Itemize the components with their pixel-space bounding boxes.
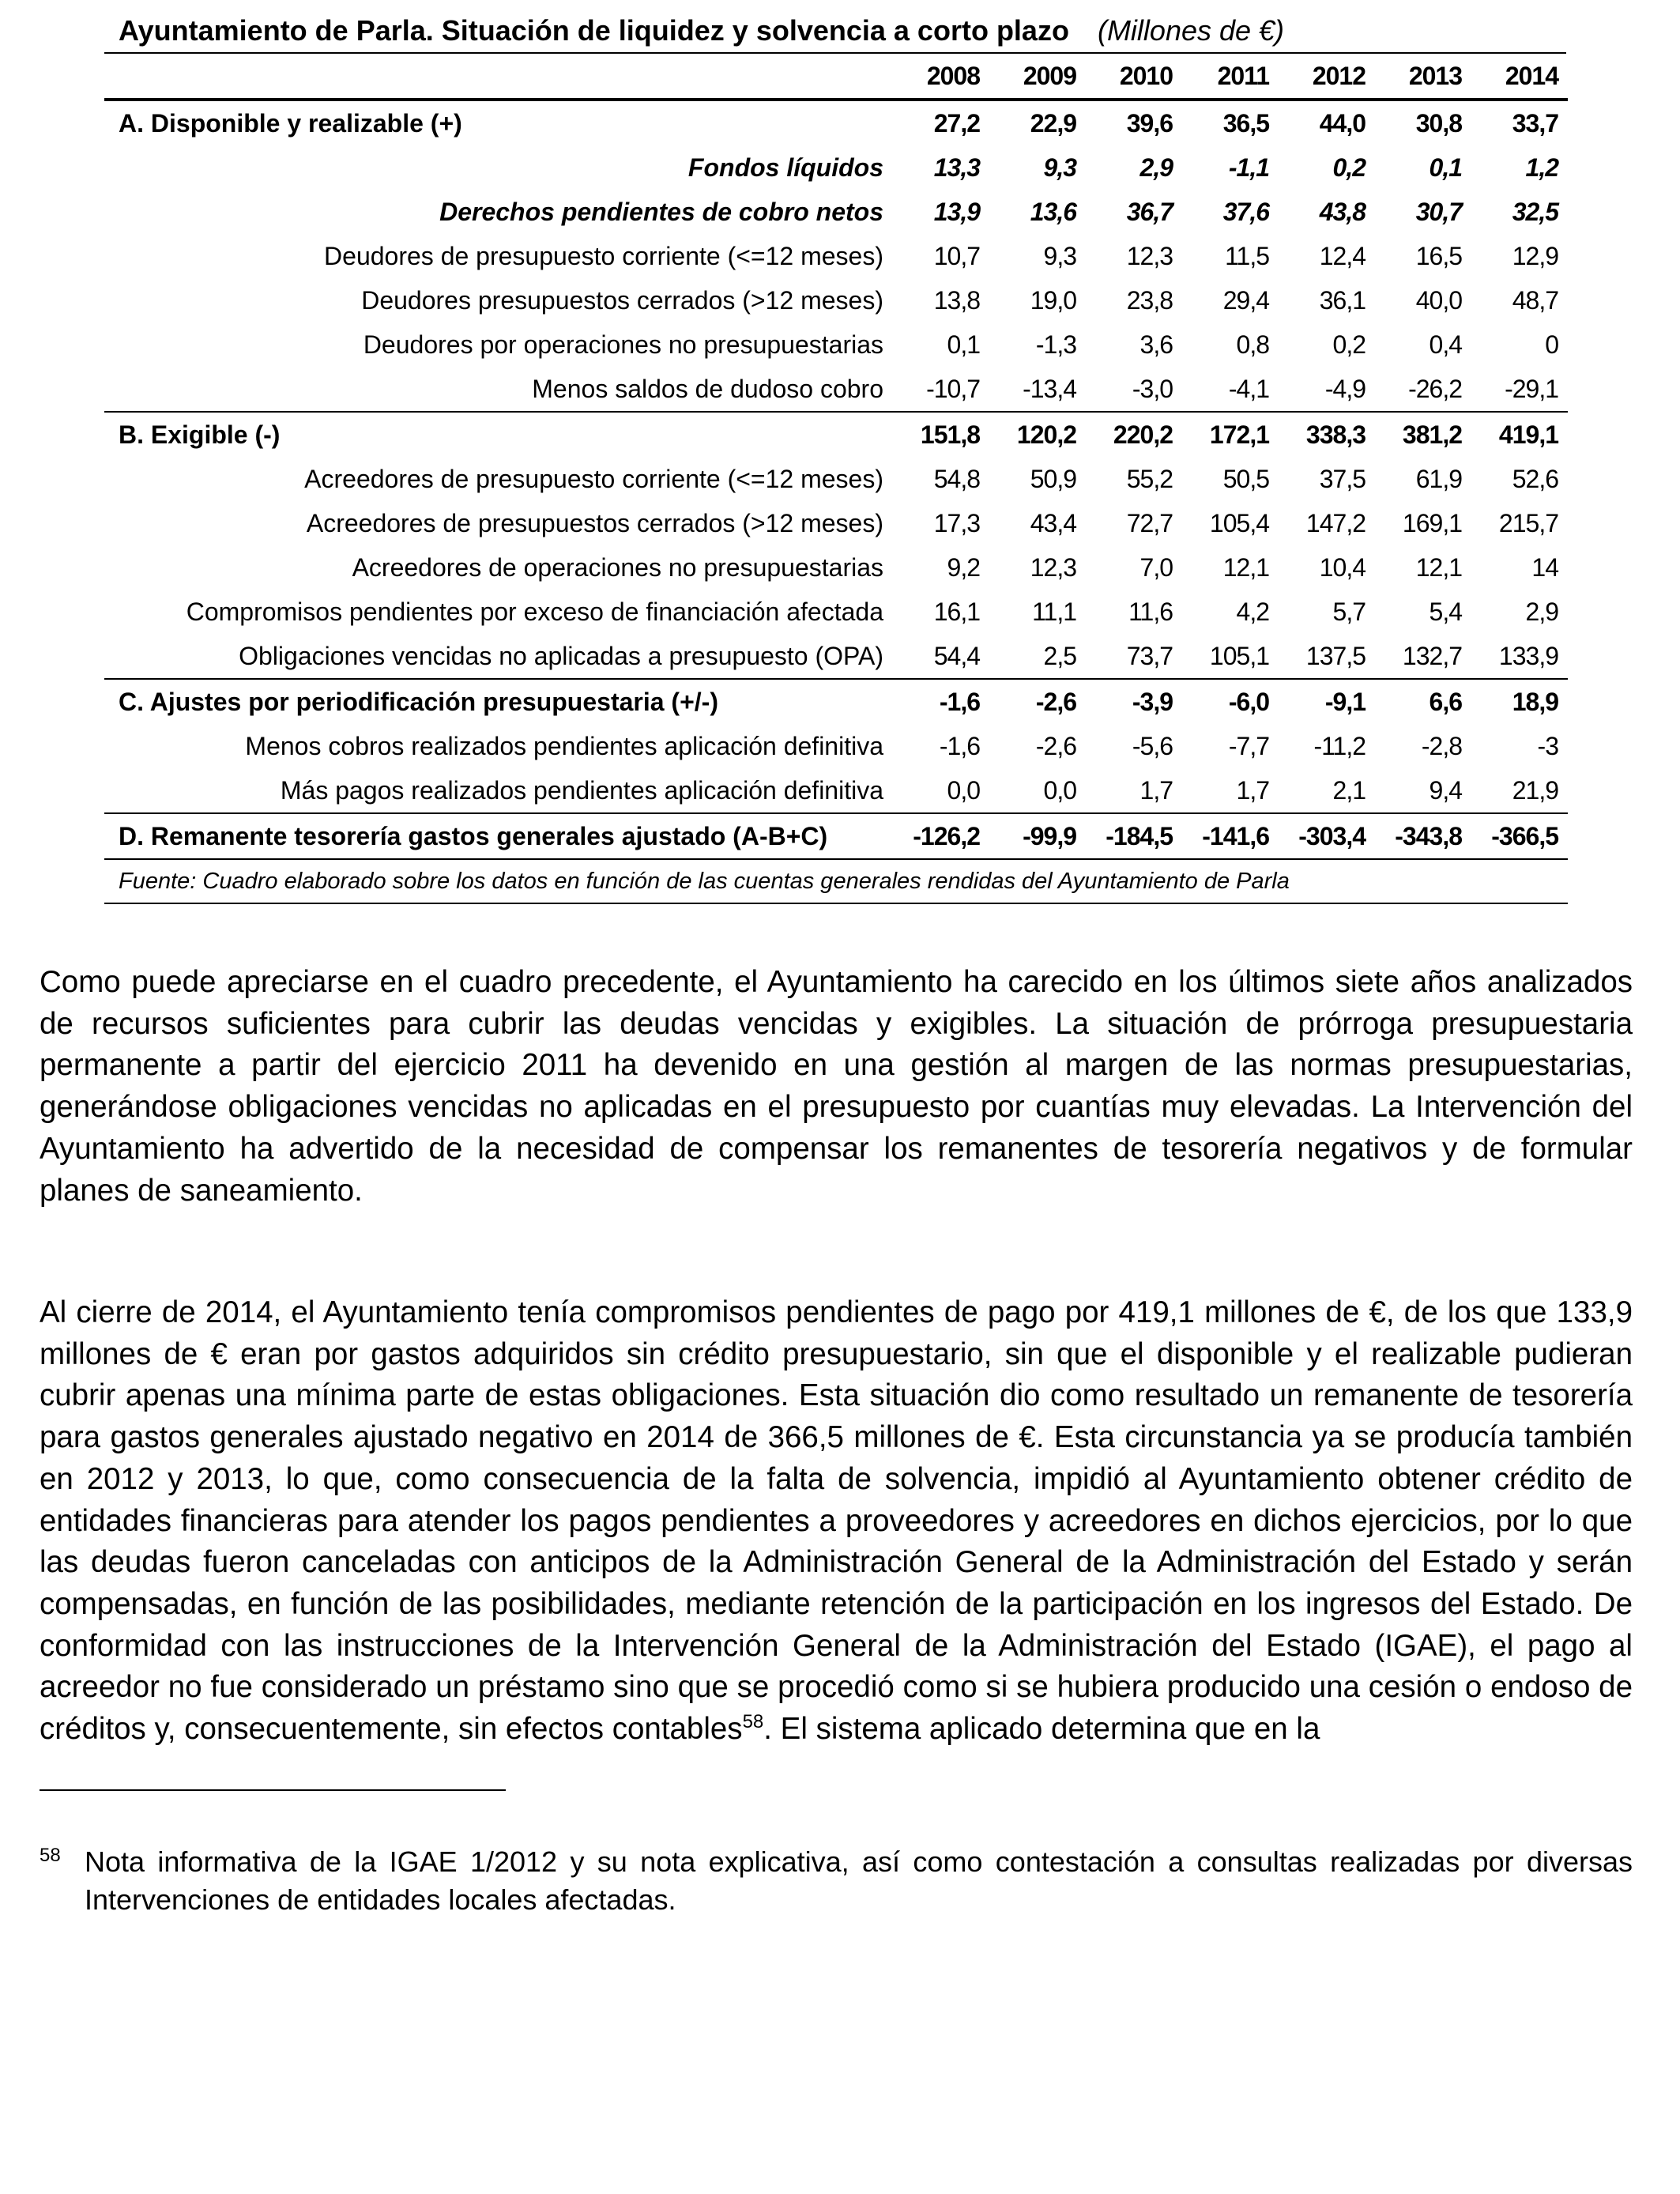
value-cell: 5,7 bbox=[1332, 598, 1365, 626]
row-label: B. Exigible (-) bbox=[104, 412, 893, 457]
value-cell: 16,1 bbox=[933, 598, 980, 626]
value-cell: 54,8 bbox=[933, 465, 980, 493]
body-paragraph-1 bbox=[40, 962, 1633, 1212]
value-cell: 52,6 bbox=[1512, 465, 1558, 493]
value-cell: -366,5 bbox=[1471, 813, 1568, 859]
value-cell: 50,5 bbox=[1222, 465, 1269, 493]
row-label: Menos saldos de dudoso cobro bbox=[532, 375, 883, 403]
value-cell: 13,8 bbox=[933, 286, 980, 315]
value-cell: 215,7 bbox=[1498, 509, 1558, 537]
value-cell: 23,8 bbox=[1126, 286, 1173, 315]
value-cell: -1,3 bbox=[1035, 330, 1076, 359]
value-cell: -9,1 bbox=[1279, 679, 1375, 724]
value-cell: 37,6 bbox=[1222, 198, 1269, 226]
value-cell: 2,9 bbox=[1525, 598, 1558, 626]
value-cell: -11,2 bbox=[1313, 732, 1365, 760]
value-cell: 2,1 bbox=[1332, 776, 1365, 805]
year-header: 2008 bbox=[893, 54, 989, 100]
table-row bbox=[104, 322, 1568, 367]
value-cell: 40,0 bbox=[1415, 286, 1462, 315]
value-cell: 9,3 bbox=[1043, 153, 1076, 182]
value-cell: 2,9 bbox=[1139, 153, 1173, 182]
value-cell: 36,1 bbox=[1319, 286, 1365, 315]
value-cell: 11,6 bbox=[1128, 598, 1173, 626]
table-section-row bbox=[104, 813, 1568, 859]
table-row bbox=[104, 724, 1568, 768]
value-cell: -4,9 bbox=[1324, 375, 1365, 403]
value-cell: 13,3 bbox=[933, 153, 980, 182]
paragraph-2-text: Al cierre de 2014, el Ayuntamiento tenía compromisos pendientes de pago por 419,1 millones de €, de los que 133,9 millones de € eran por gastos adquiridos sin crédito presupuestario, sin que el disponible y el realizable pudieran cubrir apenas una mínima parte de estas obligaciones. Esta situación dio como resultado un remanente de tesorería para gastos generales ajustado negativo en 2014 de 366,5 millones de €. Esta circunstancia ya se producía también en 2012 y 2013, lo que, como consecuencia de la falta de solvencia, impidió al Ayuntamiento obtener crédito de entidades financieras para atender los pagos pendientes a proveedores y acreedores en dichos ejercicios, por lo que las deudas fueron canceladas con anticipos de la Administración General de la Administración del Estado y serán compensadas, en función de las posibilidades, mediante retención de la participación en los ingresos del Estado. De conformidad con las instrucciones de la Intervención General de la Administración del Estado (IGAE), el pago al acreedor no fue considerado un préstamo sino que se procedió como si se hubiera producido una cesión o endoso de créditos y, consecuentemente, sin efectos contables bbox=[40, 1295, 1633, 1747]
table-row bbox=[104, 457, 1568, 501]
value-cell: -141,6 bbox=[1182, 813, 1279, 859]
value-cell: 132,7 bbox=[1402, 642, 1462, 670]
value-cell: 21,9 bbox=[1512, 776, 1558, 805]
value-cell: 0,8 bbox=[1236, 330, 1269, 359]
row-label: Obligaciones vencidas no aplicadas a presupuesto (OPA) bbox=[239, 642, 883, 670]
footnote-number: 58 bbox=[40, 1845, 61, 1866]
value-cell: -1,6 bbox=[939, 732, 980, 760]
value-cell: 12,4 bbox=[1319, 242, 1365, 270]
value-cell: 0,0 bbox=[1043, 776, 1076, 805]
value-cell: -3 bbox=[1537, 732, 1558, 760]
year-header: 2011 bbox=[1182, 54, 1279, 100]
row-label: Acreedores de operaciones no presupuestarias bbox=[352, 553, 883, 582]
value-cell: 11,5 bbox=[1225, 242, 1269, 270]
table-row bbox=[104, 501, 1568, 545]
value-cell: 151,8 bbox=[893, 412, 989, 457]
table-row bbox=[104, 145, 1568, 190]
row-label: Menos cobros realizados pendientes aplicación definitiva bbox=[245, 732, 883, 760]
value-cell: -5,6 bbox=[1132, 732, 1173, 760]
table-row bbox=[104, 545, 1568, 590]
value-cell: 18,9 bbox=[1471, 679, 1568, 724]
value-cell: 32,5 bbox=[1512, 198, 1558, 226]
value-cell: -303,4 bbox=[1279, 813, 1375, 859]
value-cell: -2,6 bbox=[989, 679, 1086, 724]
value-cell: 61,9 bbox=[1415, 465, 1462, 493]
value-cell: 105,1 bbox=[1209, 642, 1269, 670]
value-cell: -3,9 bbox=[1086, 679, 1182, 724]
value-cell: 0 bbox=[1545, 330, 1558, 359]
value-cell: -26,2 bbox=[1408, 375, 1462, 403]
table-row bbox=[104, 190, 1568, 234]
value-cell: 220,2 bbox=[1086, 412, 1182, 457]
header-label-cell bbox=[104, 54, 893, 100]
year-header: 2010 bbox=[1086, 54, 1182, 100]
liquidity-table bbox=[104, 54, 1568, 904]
value-cell: 54,4 bbox=[933, 642, 980, 670]
value-cell: 73,7 bbox=[1126, 642, 1173, 670]
value-cell: 12,9 bbox=[1512, 242, 1558, 270]
value-cell: 338,3 bbox=[1279, 412, 1375, 457]
value-cell: 22,9 bbox=[1030, 109, 1076, 138]
value-cell: -1,1 bbox=[1228, 153, 1269, 182]
row-label: Fondos líquidos bbox=[687, 153, 883, 182]
row-label: Deudores de presupuesto corriente (<=12 meses) bbox=[324, 242, 883, 270]
table-source-row bbox=[104, 859, 1568, 903]
table-row bbox=[104, 768, 1568, 813]
table-section-row bbox=[104, 679, 1568, 724]
value-cell: 1,7 bbox=[1236, 776, 1269, 805]
table-title: Ayuntamiento de Parla. Situación de liquidez y solvencia a corto plazo bbox=[119, 14, 1069, 47]
value-cell: -13,4 bbox=[1023, 375, 1076, 403]
value-cell: 39,6 bbox=[1126, 109, 1173, 138]
value-cell: 13,6 bbox=[1030, 198, 1076, 226]
value-cell: 6,6 bbox=[1375, 679, 1471, 724]
value-cell: 12,3 bbox=[1030, 553, 1076, 582]
value-cell: 11,1 bbox=[1032, 598, 1076, 626]
table-title-row bbox=[104, 9, 1566, 54]
value-cell: 37,5 bbox=[1319, 465, 1365, 493]
value-cell: 169,1 bbox=[1402, 509, 1462, 537]
year-header: 2013 bbox=[1375, 54, 1471, 100]
year-header: 2009 bbox=[989, 54, 1086, 100]
table-source: Fuente: Cuadro elaborado sobre los datos en función de las cuentas generales rendidas del Ayuntamiento de Parla bbox=[104, 859, 1568, 903]
paragraph-1-last-line: saneamiento. bbox=[179, 1173, 363, 1208]
value-cell: 30,8 bbox=[1415, 109, 1462, 138]
value-cell: 55,2 bbox=[1126, 465, 1173, 493]
row-label: D. Remanente tesorería gastos generales ajustado (A-B+C) bbox=[104, 813, 893, 859]
value-cell: 2,5 bbox=[1043, 642, 1076, 670]
paragraph-2-continuation: . El sistema aplicado determina que en la bbox=[763, 1712, 1320, 1747]
value-cell: 16,5 bbox=[1415, 242, 1462, 270]
value-cell: 10,7 bbox=[933, 242, 980, 270]
value-cell: -7,7 bbox=[1228, 732, 1269, 760]
value-cell: 381,2 bbox=[1375, 412, 1471, 457]
value-cell: 0,2 bbox=[1332, 330, 1365, 359]
value-cell: 10,4 bbox=[1319, 553, 1365, 582]
value-cell: 4,2 bbox=[1236, 598, 1269, 626]
value-cell: -2,8 bbox=[1421, 732, 1462, 760]
year-header: 2012 bbox=[1279, 54, 1375, 100]
value-cell: 147,2 bbox=[1305, 509, 1365, 537]
value-cell: 36,7 bbox=[1126, 198, 1173, 226]
table-section-row bbox=[104, 412, 1568, 457]
value-cell: 50,9 bbox=[1030, 465, 1076, 493]
value-cell: 36,5 bbox=[1222, 109, 1269, 138]
value-cell: -10,7 bbox=[926, 375, 980, 403]
value-cell: 1,7 bbox=[1139, 776, 1173, 805]
value-cell: 105,4 bbox=[1209, 509, 1269, 537]
value-cell: 5,4 bbox=[1429, 598, 1462, 626]
table-row bbox=[104, 634, 1568, 679]
row-label: Acreedores de presupuesto corriente (<=12 meses) bbox=[304, 465, 883, 493]
value-cell: 0,4 bbox=[1429, 330, 1462, 359]
value-cell: 0,2 bbox=[1332, 153, 1365, 182]
body-paragraph-2 bbox=[40, 1292, 1633, 1751]
footnote-separator bbox=[40, 1789, 506, 1791]
value-cell: -184,5 bbox=[1086, 813, 1182, 859]
value-cell: 137,5 bbox=[1305, 642, 1365, 670]
value-cell: 48,7 bbox=[1512, 286, 1558, 315]
value-cell: 29,4 bbox=[1222, 286, 1269, 315]
table-row bbox=[104, 590, 1568, 634]
value-cell: -3,0 bbox=[1132, 375, 1173, 403]
value-cell: 43,8 bbox=[1319, 198, 1365, 226]
value-cell: 30,7 bbox=[1415, 198, 1462, 226]
table-header-row bbox=[104, 54, 1568, 100]
table-row bbox=[104, 278, 1568, 322]
liquidity-table-block bbox=[104, 9, 1566, 904]
table-units: (Millones de €) bbox=[1097, 14, 1285, 47]
value-cell: -126,2 bbox=[893, 813, 989, 859]
value-cell: 12,3 bbox=[1126, 242, 1173, 270]
value-cell: 12,1 bbox=[1415, 553, 1462, 582]
value-cell: -343,8 bbox=[1375, 813, 1471, 859]
row-label: C. Ajustes por periodificación presupuestaria (+/-) bbox=[104, 679, 893, 724]
value-cell: 0,1 bbox=[1429, 153, 1462, 182]
value-cell: 72,7 bbox=[1126, 509, 1173, 537]
table-row bbox=[104, 234, 1568, 278]
value-cell: 9,4 bbox=[1429, 776, 1462, 805]
value-cell: 133,9 bbox=[1498, 642, 1558, 670]
value-cell: 27,2 bbox=[933, 109, 980, 138]
value-cell: -2,6 bbox=[1035, 732, 1076, 760]
value-cell: -6,0 bbox=[1182, 679, 1279, 724]
row-label: Deudores presupuestos cerrados (>12 meses) bbox=[361, 286, 883, 315]
value-cell: 13,9 bbox=[933, 198, 980, 226]
value-cell: 7,0 bbox=[1139, 553, 1173, 582]
year-header: 2014 bbox=[1471, 54, 1568, 100]
table-section-row bbox=[104, 100, 1568, 145]
value-cell: -1,6 bbox=[893, 679, 989, 724]
value-cell: 0,1 bbox=[947, 330, 980, 359]
value-cell: 3,6 bbox=[1139, 330, 1173, 359]
value-cell: -99,9 bbox=[989, 813, 1086, 859]
paragraph-1-text: Como puede apreciarse en el cuadro precedente, el Ayuntamiento ha carecido en los últimos siete años analizados de recursos suficientes para cubrir las deudas vencidas y exigibles. La situación de prórroga presupuestaria permanente a partir del ejercicio 2011 ha devenido en una gestión al margen de las normas presupuestarias, generándose obligaciones vencidas no aplicadas en el presupuesto por cuantías muy elevadas. La Intervención del Ayuntamiento ha advertido de la necesidad de compensar los remanentes de tesorería negativos y de formular planes de bbox=[40, 965, 1633, 1208]
value-cell: 9,3 bbox=[1043, 242, 1076, 270]
value-cell: 419,1 bbox=[1471, 412, 1568, 457]
value-cell: 44,0 bbox=[1319, 109, 1365, 138]
value-cell: 172,1 bbox=[1182, 412, 1279, 457]
footnote-reference[interactable]: 58 bbox=[742, 1711, 764, 1733]
value-cell: 120,2 bbox=[989, 412, 1086, 457]
value-cell: 12,1 bbox=[1222, 553, 1269, 582]
row-label: Compromisos pendientes por exceso de financiación afectada bbox=[186, 598, 883, 626]
value-cell: 14 bbox=[1531, 553, 1558, 582]
value-cell: 43,4 bbox=[1030, 509, 1076, 537]
value-cell: 0,0 bbox=[947, 776, 980, 805]
row-label: Acreedores de presupuestos cerrados (>12 meses) bbox=[306, 509, 883, 537]
value-cell: 17,3 bbox=[933, 509, 980, 537]
row-label: A. Disponible y realizable (+) bbox=[119, 109, 462, 138]
value-cell: 33,7 bbox=[1512, 109, 1558, 138]
row-label: Deudores por operaciones no presupuestarias bbox=[363, 330, 883, 359]
value-cell: 1,2 bbox=[1525, 153, 1558, 182]
value-cell: -29,1 bbox=[1505, 375, 1558, 403]
value-cell: 19,0 bbox=[1030, 286, 1076, 315]
footnote-text: Nota informativa de la IGAE 1/2012 y su nota explicativa, así como contestación a consultas realizadas por diversas Intervenciones de entidades locales afectadas. bbox=[85, 1845, 1633, 1916]
row-label: Derechos pendientes de cobro netos bbox=[439, 198, 883, 226]
table-row bbox=[104, 367, 1568, 412]
row-label: Más pagos realizados pendientes aplicación definitiva bbox=[280, 776, 883, 805]
value-cell: 9,2 bbox=[947, 553, 980, 582]
value-cell: -4,1 bbox=[1228, 375, 1269, 403]
footnote bbox=[40, 1843, 1633, 1919]
